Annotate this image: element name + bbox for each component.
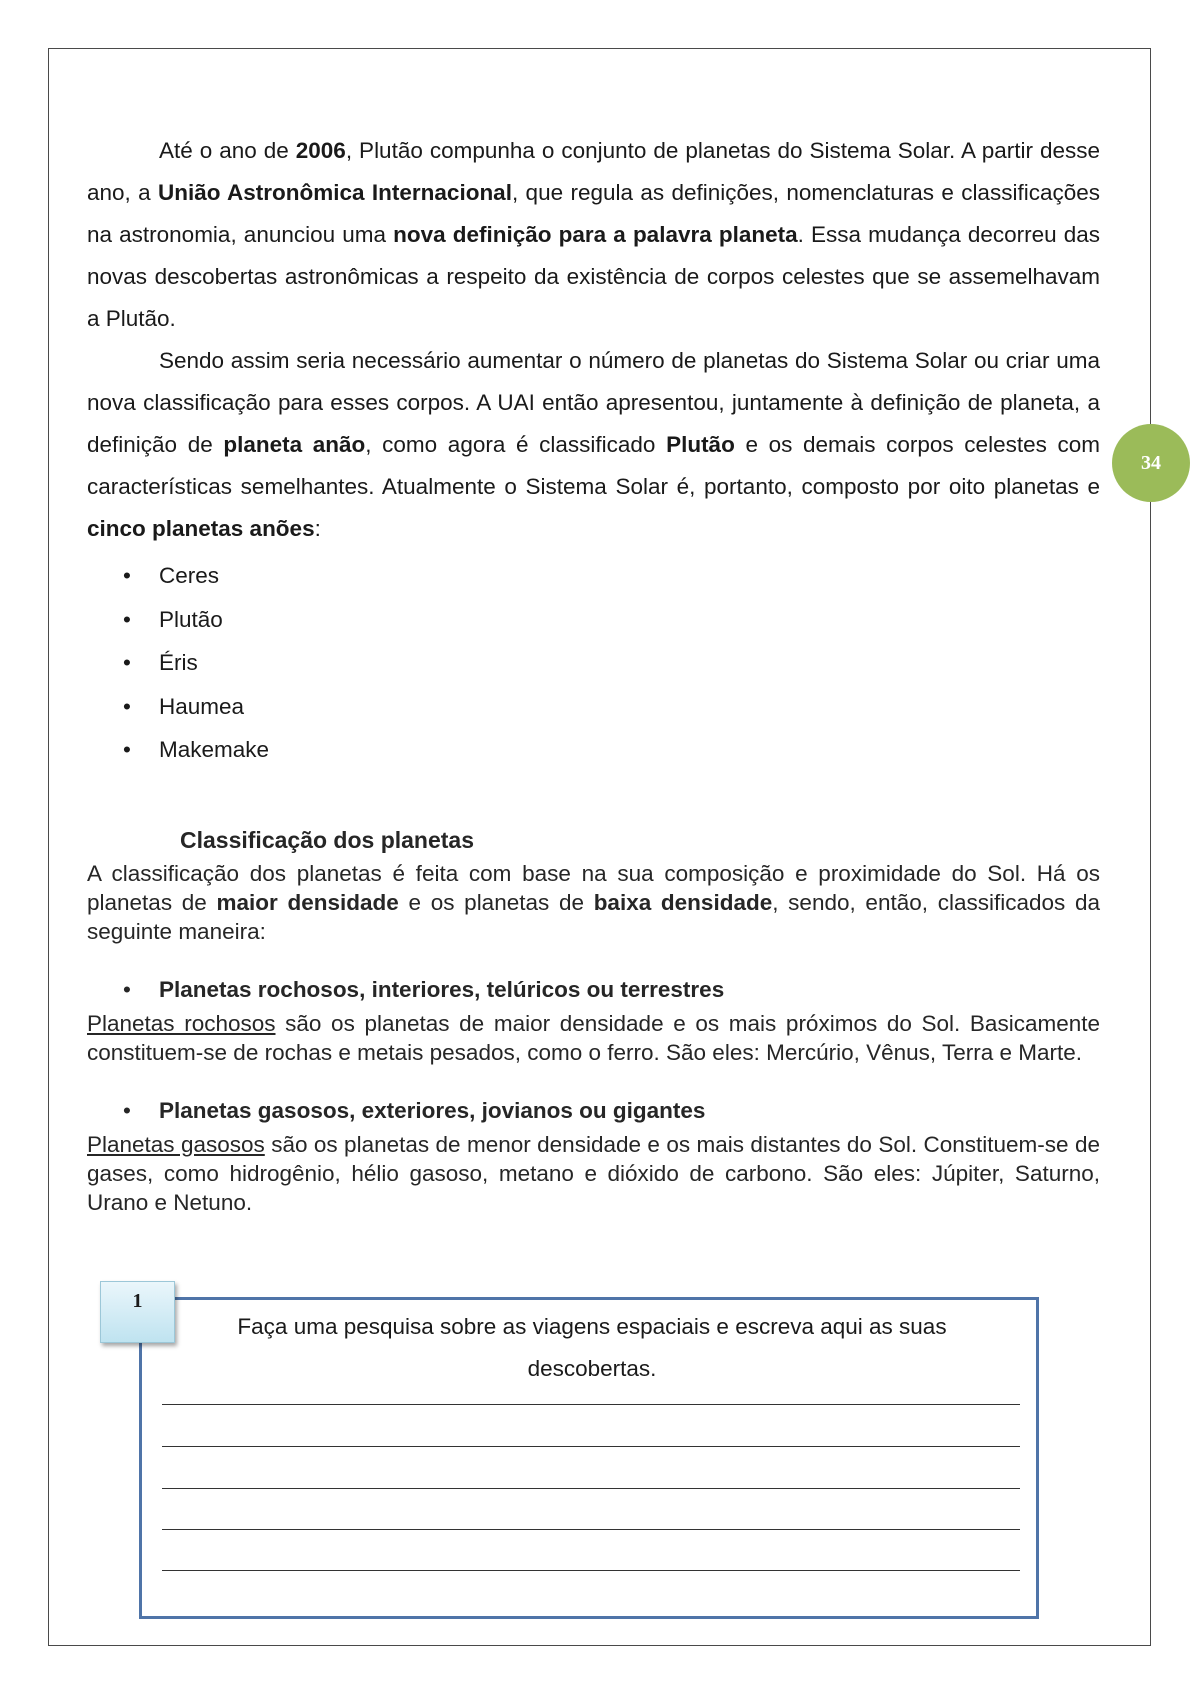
text-run: , sendo, então, classificados da seguinte maneira: <box>87 889 1100 944</box>
text-run: , que regula as definições, nomenclaturas e classificações na astronomia, anunciou uma <box>87 180 1100 247</box>
answer-line[interactable] <box>162 1404 1020 1405</box>
classification-intro <box>87 859 1100 946</box>
page-number-badge: 34 <box>1112 424 1190 502</box>
rocky-planets-heading: • Planetas rochosos, interiores, telúricos ou terrestres <box>87 974 1100 1006</box>
answer-line[interactable] <box>162 1529 1020 1530</box>
list-item: • Haumea <box>87 685 1100 729</box>
list-item: • Makemake <box>87 728 1100 772</box>
rocky-planets-text <box>87 1009 1100 1067</box>
underlined-text: Planetas rochosos <box>87 1010 276 1036</box>
paragraph-pluto-history <box>87 130 1100 340</box>
activity-box <box>139 1297 1039 1619</box>
text-run: são os planetas de menor densidade e os mais distantes do Sol. Constituem-se de gases, como hidrogênio, hélio gasoso, metano e dióxido de carbono. São eles: Júpiter, Saturno, Urano e Netuno. <box>87 1131 1100 1215</box>
page-content <box>87 130 1100 1217</box>
text-run: A classificação dos planetas é feita com base na sua composição e proximidade do Sol. Há os planetas de <box>87 860 1100 915</box>
activity-number-badge: 1 <box>100 1281 175 1343</box>
dwarf-planet-list <box>87 554 1100 772</box>
bold-text: nova definição para a palavra planeta <box>393 222 798 247</box>
gas-planets-heading: • Planetas gasosos, exteriores, jovianos ou gigantes <box>87 1095 1100 1127</box>
text-run: Sendo assim seria necessário aumentar o número de planetas do Sistema Solar ou criar uma nova classificação para esses corpos. A UAI então apresentou, juntamente à definição de planeta, a definição de <box>87 348 1100 457</box>
gas-planets-text <box>87 1130 1100 1217</box>
bold-text: baixa densidade <box>593 889 773 915</box>
paragraph-dwarf-planet-definition <box>87 340 1100 550</box>
section-title: Classificação dos planetas <box>180 826 475 853</box>
bold-text: planeta anão <box>223 432 366 457</box>
list-item: • Plutão <box>87 598 1100 642</box>
text-run: Até o ano de <box>159 138 296 163</box>
activity-prompt: Faça uma pesquisa sobre as viagens espaciais e escreva aqui as suas descobertas. <box>237 1314 947 1381</box>
answer-line[interactable] <box>162 1446 1020 1447</box>
bold-text: cinco planetas anões <box>87 516 315 541</box>
text-run: e os planetas de <box>398 889 594 915</box>
bold-text: Plutão <box>666 432 735 457</box>
text-run: , Plutão compunha o conjunto de planetas do Sistema Solar. A partir desse ano, a <box>87 138 1101 205</box>
list-item: • Ceres <box>87 554 1100 598</box>
text-run: e os demais corpos celestes com características semelhantes. Atualmente o Sistema Solar é, portanto, composto por oito planetas e <box>87 432 1100 499</box>
text-run: são os planetas de maior densidade e os mais próximos do Sol. Basicamente constituem-se de rochas e metais pesados, como o ferro. São eles: Mercúrio, Vênus, Terra e Marte. <box>87 1010 1100 1065</box>
bold-text: 2006 <box>295 138 346 163</box>
text-run: , como agora é classificado <box>365 432 667 457</box>
answer-line[interactable] <box>162 1488 1020 1489</box>
text-run: . Essa mudança decorreu das novas descobertas astronômicas a respeito da existência de corpos celestes que se assemelhavam a Plutão. <box>87 222 1101 331</box>
underlined-text: Planetas gasosos <box>87 1131 265 1157</box>
answer-line[interactable] <box>162 1570 1020 1571</box>
bold-text: União Astronômica Internacional <box>158 180 512 205</box>
text-run: : <box>314 516 321 541</box>
list-item: • Éris <box>87 641 1100 685</box>
bold-text: maior densidade <box>216 889 399 915</box>
